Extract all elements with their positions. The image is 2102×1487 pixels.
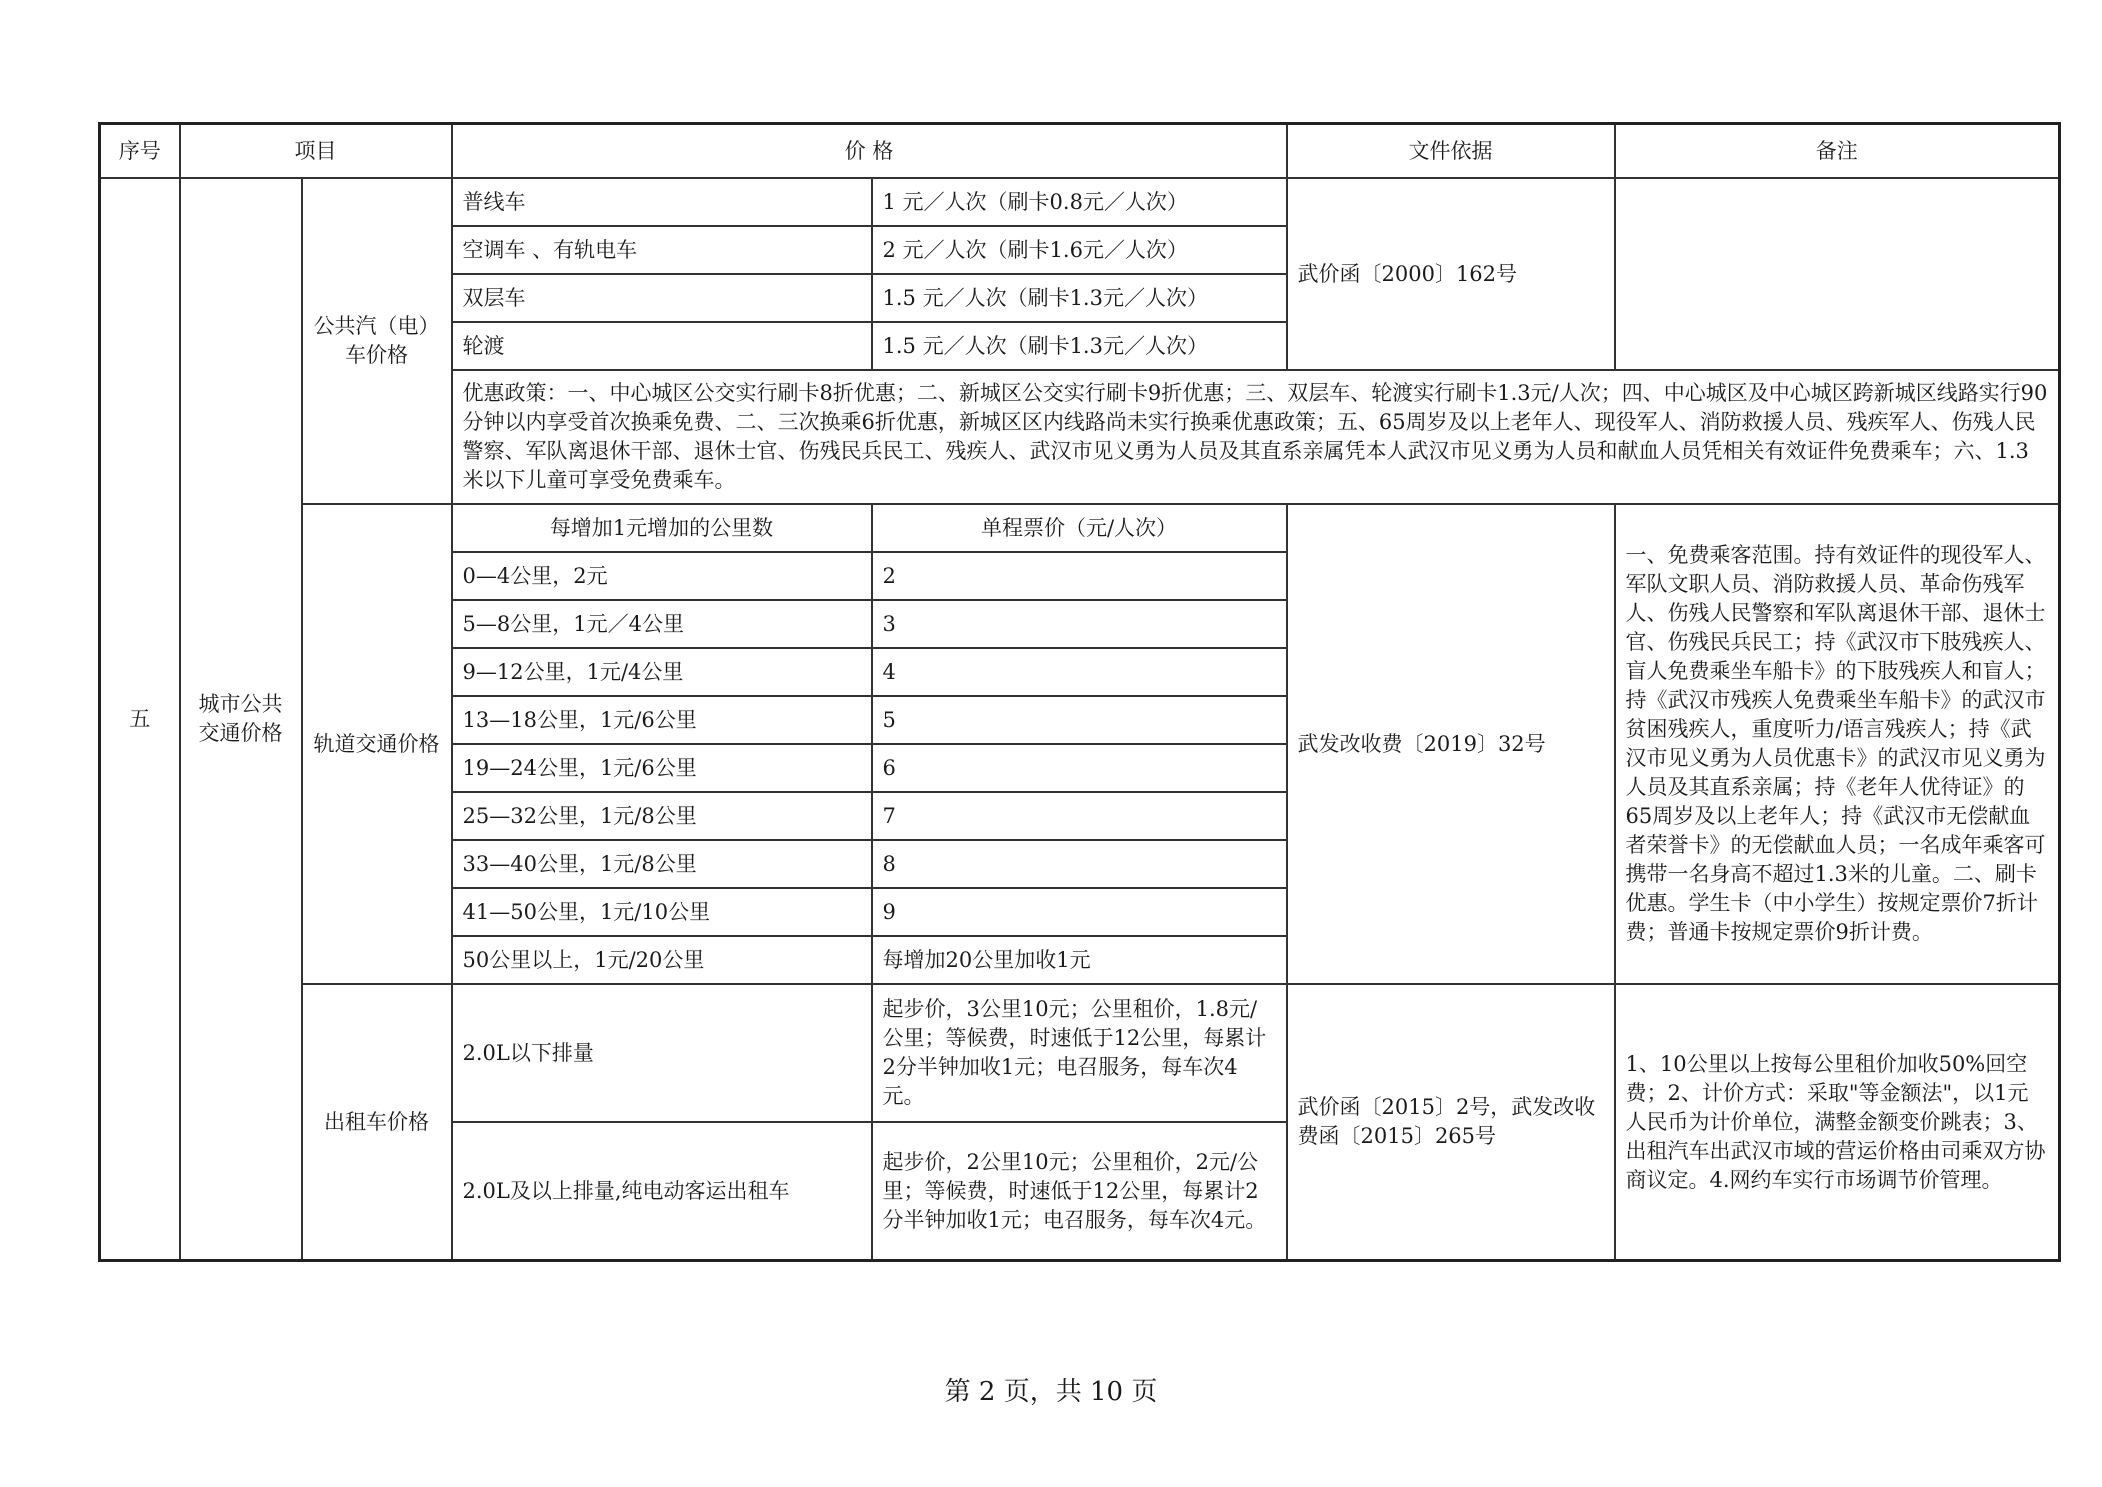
- bus-basis: 武价函〔2000〕162号: [1287, 178, 1615, 370]
- rail-range: 0—4公里，2元: [452, 552, 872, 600]
- bus-type: 普线车: [452, 178, 872, 226]
- rail-range: 41—50公里，1元/10公里: [452, 888, 872, 936]
- bus-note: [1615, 178, 2060, 370]
- rail-price: 6: [872, 744, 1287, 792]
- bus-type: 空调车 、有轨电车: [452, 226, 872, 274]
- taxi-row: [100, 984, 2060, 1122]
- taxi-type: 2.0L以下排量: [452, 984, 872, 1122]
- rail-header-row: [100, 504, 2060, 552]
- header-basis: 文件依据: [1287, 124, 1615, 179]
- section-item: 城市公共交通价格: [180, 178, 302, 1261]
- rail-range: 50公里以上，1元/20公里: [452, 936, 872, 984]
- header-note: 备注: [1615, 124, 2060, 179]
- taxi-basis: 武价函〔2015〕2号，武发改收费函〔2015〕265号: [1287, 984, 1615, 1261]
- rail-range: 5—8公里，1元／4公里: [452, 600, 872, 648]
- rail-col-header: 每增加1元增加的公里数: [452, 504, 872, 552]
- bus-label: 公共汽（电）车价格: [302, 178, 452, 504]
- taxi-type: 2.0L及以上排量,纯电动客运出租车: [452, 1122, 872, 1261]
- taxi-note: 1、10公里以上按每公里租价加收50%回空费；2、计价方式：采取"等金额法"，以1元人民币为计价单位，满整金额变价跳表；3、出租汽车出武汉市域的营运价格由司乘双方协商议定。4.网约车实行市场调节价管理。: [1615, 984, 2060, 1261]
- bus-price: 1.5 元／人次（刷卡1.3元／人次）: [872, 322, 1287, 370]
- header-seq: 序号: [100, 124, 180, 179]
- header-price: 价 格: [452, 124, 1287, 179]
- rail-price: 8: [872, 840, 1287, 888]
- rail-basis: 武发改收费〔2019〕32号: [1287, 504, 1615, 984]
- taxi-price: 起步价，3公里10元；公里租价，1.8元/公里；等候费，时速低于12公里，每累计2分半钟加收1元；电召服务，每车次4元。: [872, 984, 1287, 1122]
- bus-row: [100, 178, 2060, 226]
- header-row: [100, 124, 2060, 179]
- bus-policy: 优惠政策：一、中心城区公交实行刷卡8折优惠；二、新城区公交实行刷卡9折优惠；三、双层车、轮渡实行刷卡1.3元/人次；四、中心城区及中心城区跨新城区线路实行90分钟以内享受首次换乘免费、二、三次换乘6折优惠，新城区区内线路尚未实行换乘优惠政策；五、65周岁及以上老年人、现役军人、消防救援人员、残疾军人、伤残人民警察、军队离退休干部、退休士官、伤残民兵民工、残疾人、武汉市见义勇为人员及其直系亲属凭本人武汉市见义勇为人员和献血人员凭相关有效证件免费乘车；六、1.3米以下儿童可享受免费乘车。: [452, 370, 2060, 504]
- rail-price: 9: [872, 888, 1287, 936]
- section-seq: 五: [100, 178, 180, 1261]
- rail-note: 一、免费乘客范围。持有效证件的现役军人、军队文职人员、消防救援人员、革命伤残军人、伤残人民警察和军队离退休干部、退休士官、伤残民兵民工；持《武汉市下肢残疾人、盲人免费乘坐车船卡》的下肢残疾人和盲人；持《武汉市残疾人免费乘坐车船卡》的武汉市贫困残疾人，重度听力/语言残疾人；持《武汉市见义勇为人员优惠卡》的武汉市见义勇为人员及其直系亲属；持《老年人优待证》的65周岁及以上老年人；持《武汉市无偿献血者荣誉卡》的无偿献血人员；一名成年乘客可携带一名身高不超过1.3米的儿童。二、刷卡优惠。学生卡（中小学生）按规定票价7折计费；普通卡按规定票价9折计费。: [1615, 504, 2060, 984]
- page-footer: 第 2 页，共 10 页: [944, 1377, 1158, 1407]
- rail-label: 轨道交通价格: [302, 504, 452, 984]
- rail-col-header: 单程票价（元/人次）: [872, 504, 1287, 552]
- rail-range: 19—24公里，1元/6公里: [452, 744, 872, 792]
- bus-price: 1 元／人次（刷卡0.8元／人次）: [872, 178, 1287, 226]
- rail-price: 每增加20公里加收1元: [872, 936, 1287, 984]
- header-item: 项目: [180, 124, 452, 179]
- rail-price: 4: [872, 648, 1287, 696]
- rail-range: 9—12公里，1元/4公里: [452, 648, 872, 696]
- rail-range: 25—32公里，1元/8公里: [452, 792, 872, 840]
- taxi-label: 出租车价格: [302, 984, 452, 1261]
- bus-price: 2 元／人次（刷卡1.6元／人次）: [872, 226, 1287, 274]
- rail-price: 7: [872, 792, 1287, 840]
- bus-type: 双层车: [452, 274, 872, 322]
- taxi-price: 起步价，2公里10元；公里租价，2元/公里；等候费，时速低于12公里，每累计2分半钟加收1元；电召服务，每车次4元。: [872, 1122, 1287, 1261]
- bus-type: 轮渡: [452, 322, 872, 370]
- rail-range: 13—18公里，1元/6公里: [452, 696, 872, 744]
- price-table: [98, 122, 2061, 1262]
- rail-price: 3: [872, 600, 1287, 648]
- rail-price: 5: [872, 696, 1287, 744]
- rail-price: 2: [872, 552, 1287, 600]
- bus-price: 1.5 元／人次（刷卡1.3元／人次）: [872, 274, 1287, 322]
- rail-range: 33—40公里，1元/8公里: [452, 840, 872, 888]
